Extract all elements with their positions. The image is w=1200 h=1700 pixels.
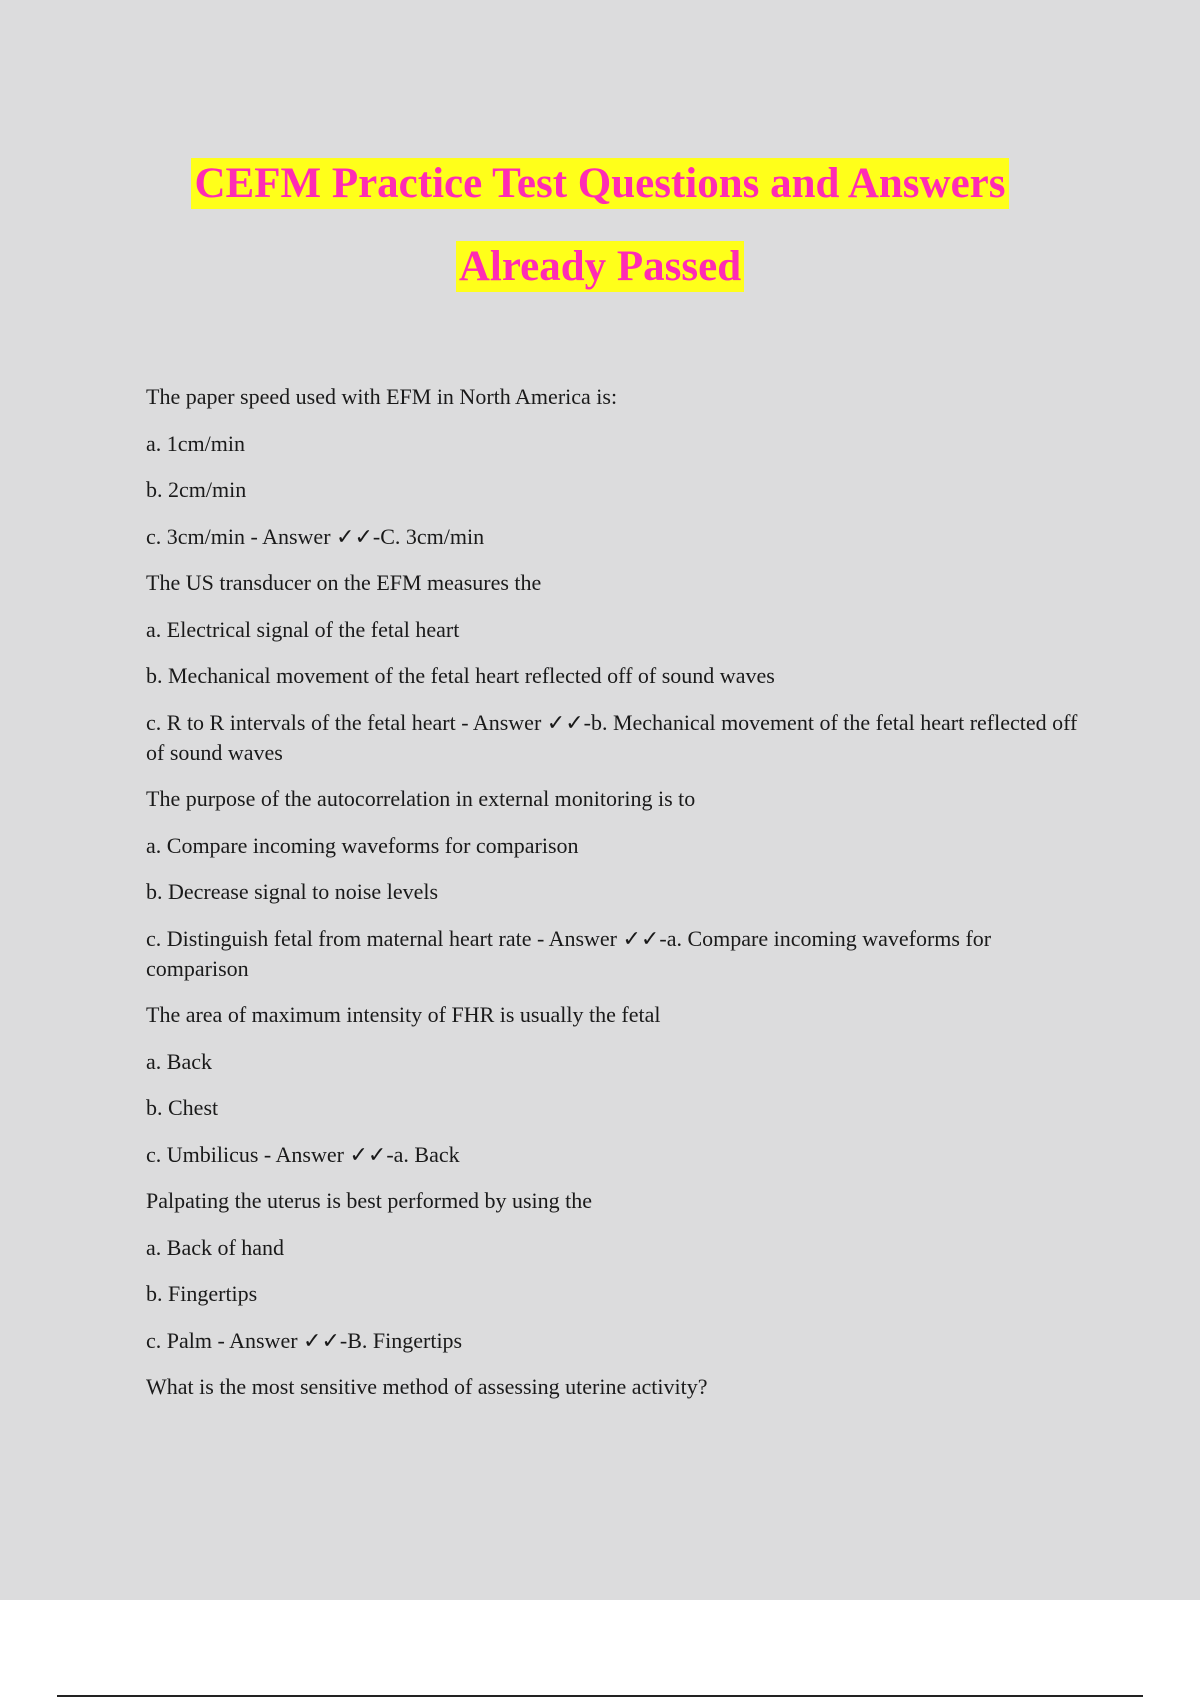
question-text: The area of maximum intensity of FHR is usually the fetal — [146, 1002, 661, 1027]
answer-option: a. Back — [146, 1048, 212, 1074]
answer-option-with-key: c. 3cm/min - Answer ✓✓-C. 3cm/min — [146, 523, 485, 549]
title-line-2: Already Passed — [0, 225, 1200, 308]
answer-option: a. Back of hand — [146, 1234, 285, 1260]
answer-option: b. 2cm/min — [146, 477, 247, 502]
question-text: The purpose of the autocorrelation in external monitoring is to — [146, 786, 696, 811]
question-list — [146, 382, 1086, 1419]
answer-option: a. Electrical signal of the fetal heart — [146, 616, 460, 642]
title-line-1: CEFM Practice Test Questions and Answers — [0, 142, 1200, 225]
answer-option-with-key: c. Umbilicus - Answer ✓✓-a. Back — [146, 1141, 460, 1167]
question-text: Palpating the uterus is best performed by using the — [146, 1188, 593, 1213]
answer-option: b. Decrease signal to noise levels — [146, 879, 439, 904]
answer-option-with-key: c. Distinguish fetal from maternal heart rate - Answer ✓✓-a. Compare incoming waveforms for comparison — [146, 925, 992, 981]
answer-option: b. Chest — [146, 1095, 219, 1120]
question-text: The paper speed used with EFM in North America is: — [146, 384, 618, 409]
footer-divider — [57, 1695, 1143, 1697]
answer-option: b. Fingertips — [146, 1281, 258, 1306]
answer-option: a. 1cm/min — [146, 430, 245, 456]
answer-option: a. Compare incoming waveforms for comparison — [146, 832, 579, 858]
question-text: The US transducer on the EFM measures the — [146, 570, 542, 595]
document-title — [0, 142, 1200, 308]
answer-option-with-key: c. R to R intervals of the fetal heart - Answer ✓✓-b. Mechanical movement of the fetal heart reflected off of sound waves — [146, 709, 1078, 765]
question-text: What is the most sensitive method of assessing uterine activity? — [146, 1374, 708, 1399]
answer-option: b. Mechanical movement of the fetal heart reflected off of sound waves — [146, 663, 775, 688]
answer-option-with-key: c. Palm - Answer ✓✓-B. Fingertips — [146, 1327, 463, 1353]
